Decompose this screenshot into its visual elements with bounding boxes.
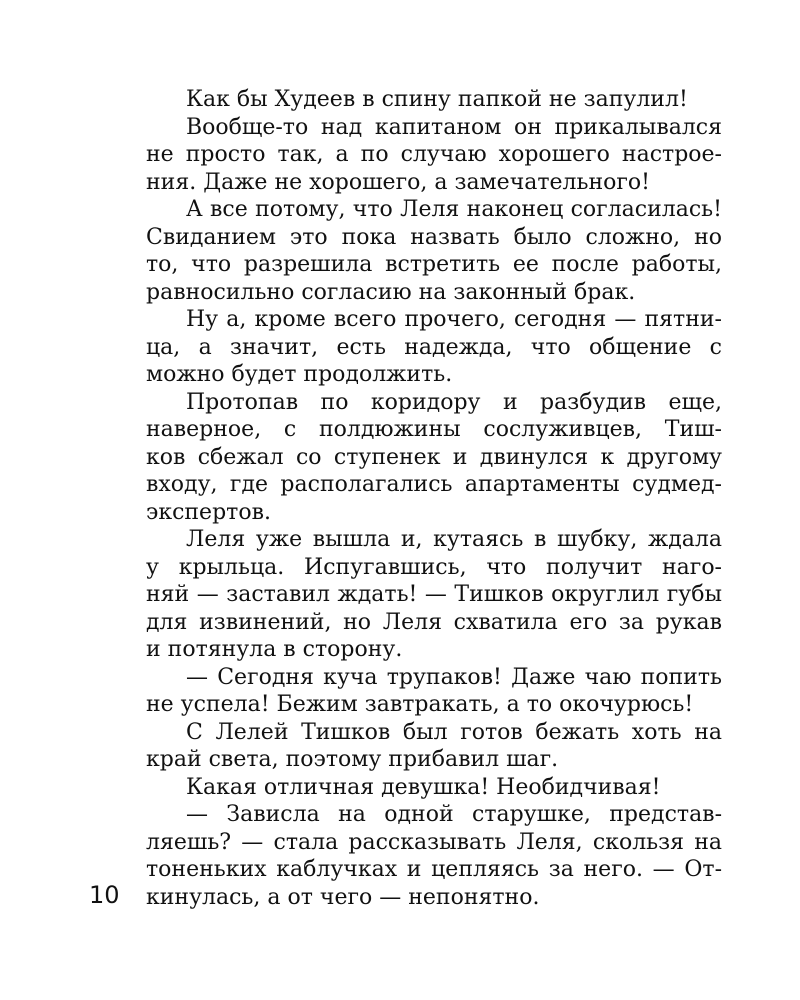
text-line: экспертов. bbox=[146, 499, 271, 525]
text-line: и потянула в сторону. bbox=[146, 637, 403, 662]
text-line: С Лелей Тишков был готов бежать хоть на bbox=[186, 719, 722, 745]
text-line: ляешь? — стала рассказывать Леля, скользя на bbox=[146, 829, 722, 855]
text-line: ния. Даже не хорошего, а замечательного! bbox=[146, 169, 651, 195]
text-line: — Зависла на одной старушке, представ- bbox=[186, 802, 722, 827]
text-line: ца, а значит, есть надежда, что общение с bbox=[146, 334, 722, 360]
text-line: Свиданием это пока назвать было сложно, но bbox=[146, 224, 722, 250]
text-line: Ну а, кроме всего прочего, сегодня — пятни- bbox=[186, 307, 722, 332]
text-line: Леля уже вышла и, кутаясь в шубку, ждала bbox=[186, 527, 722, 552]
text-line: Какая отличная девушка! Необидчивая! bbox=[186, 774, 661, 800]
text-line: А все потому, что Леля наконец согласилась! bbox=[186, 197, 722, 222]
text-line: не просто так, а по случаю хорошего настрое- bbox=[146, 142, 722, 167]
text-line: равносильно согласию на законный брак. bbox=[146, 279, 636, 305]
text-line: у крыльца. Испугавшись, что получит наго- bbox=[146, 554, 722, 580]
text-line: ков сбежал со ступенек и двинулся к другому bbox=[146, 444, 722, 470]
text-line: Протопав по коридору и разбудив еще, bbox=[186, 389, 722, 415]
text-line: наверное, с полдюжины сослуживцев, Тиш- bbox=[146, 417, 722, 442]
text-line: край света, поэтому прибавил шаг. bbox=[146, 747, 559, 772]
page-text bbox=[146, 86, 722, 911]
text-line: можно будет продолжить. bbox=[146, 362, 453, 387]
text-line: Вообще-то над капитаном он прикалывался bbox=[186, 114, 722, 140]
text-line: кинулась, а от чего — непонятно. bbox=[146, 884, 540, 910]
text-line: то, что разрешила встретить ее после работы, bbox=[146, 252, 722, 277]
text-line: входу, где располагались апартаменты судмед- bbox=[146, 472, 722, 497]
text-line: — Сегодня куча трупаков! Даже чаю попить bbox=[186, 664, 722, 690]
page-number: 10 bbox=[89, 881, 120, 909]
text-line: Как бы Худеев в спину папкой не запулил! bbox=[186, 87, 688, 112]
text-line: тоненьких каблучках и цепляясь за него. — От- bbox=[146, 857, 722, 882]
text-line: няй — заставил ждать! — Тишков округлил губы bbox=[146, 582, 722, 607]
text-line: для извинений, но Леля схватила его за рукав bbox=[146, 609, 722, 635]
text-line: не успела! Бежим завтракать, а то окочурюсь! bbox=[146, 692, 694, 717]
